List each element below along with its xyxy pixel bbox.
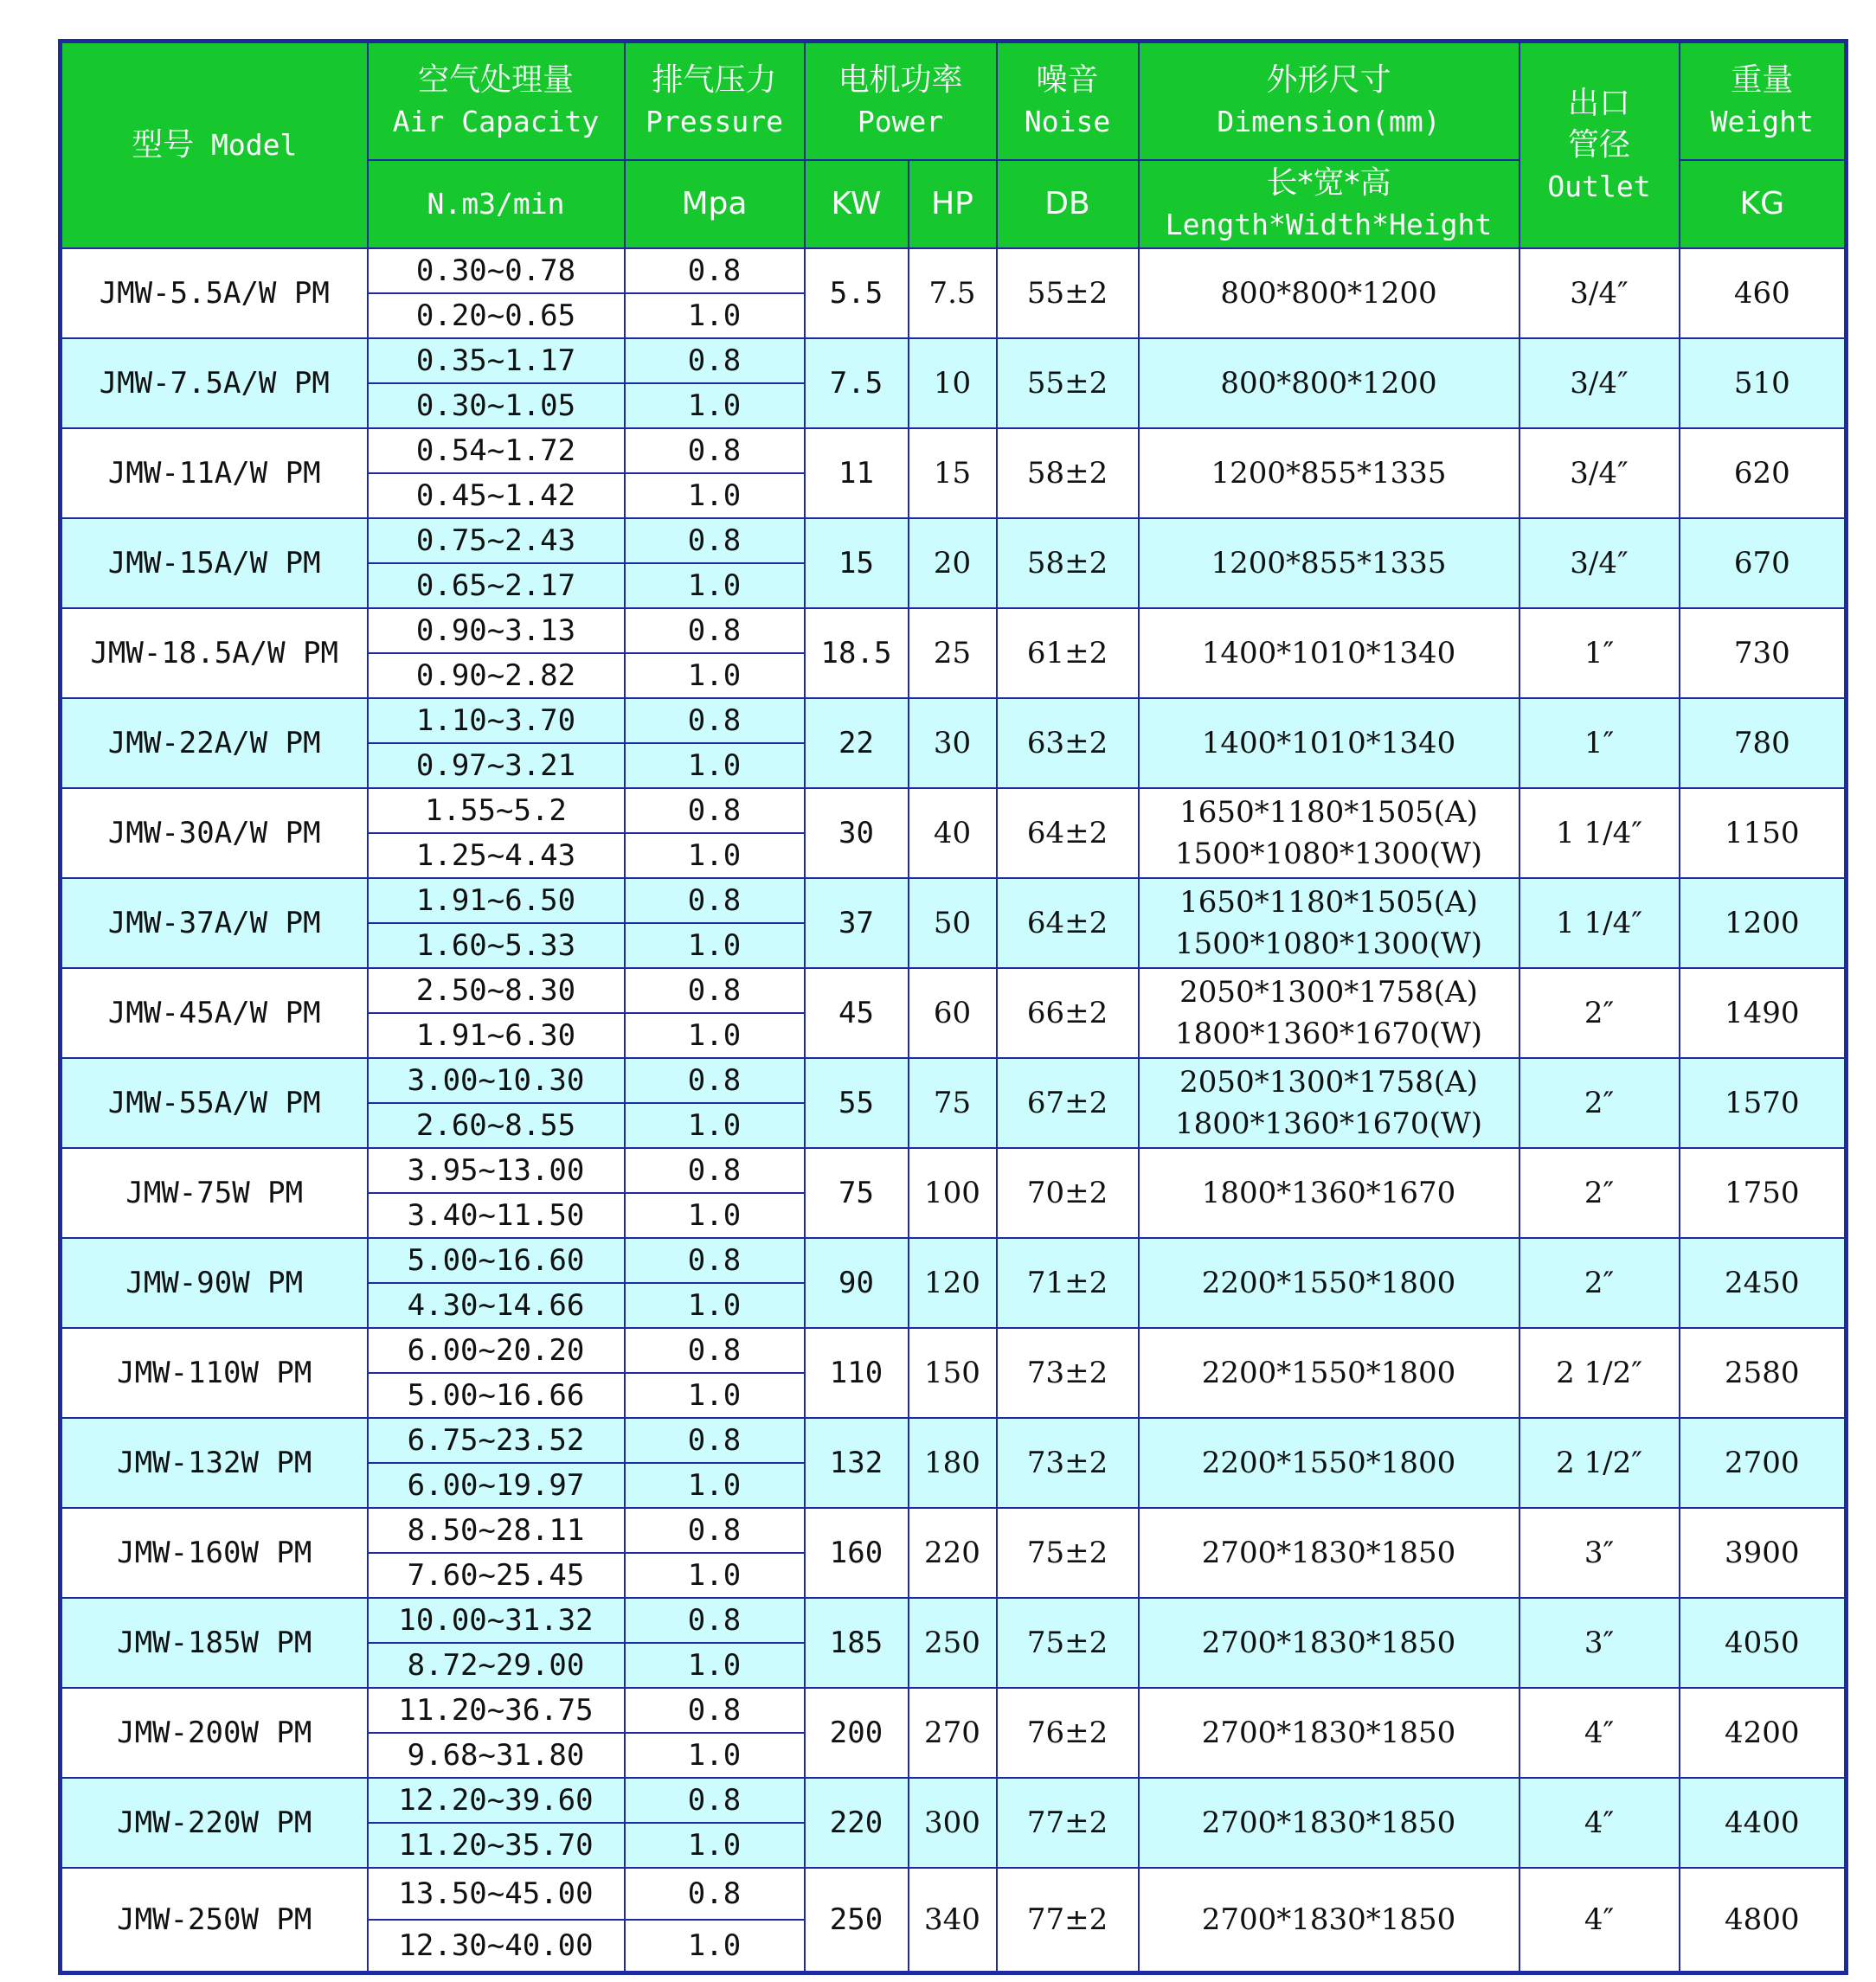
capacity-cell: 0.75~2.43 bbox=[368, 518, 625, 563]
weight-cell: 1570 bbox=[1680, 1058, 1847, 1148]
power-hp-cell: 10 bbox=[909, 338, 997, 428]
outlet-cell: 1″ bbox=[1519, 608, 1680, 698]
dimension-line: 2700*1830*1850 bbox=[1201, 1536, 1456, 1570]
table-row bbox=[61, 1598, 1847, 1643]
capacity-cell: 5.00~16.66 bbox=[368, 1373, 625, 1418]
outlet-cell: 3/4″ bbox=[1519, 518, 1680, 608]
outlet-cell: 2″ bbox=[1519, 1148, 1680, 1238]
dimension-cell bbox=[1139, 968, 1519, 1058]
dimension-cell bbox=[1139, 1058, 1519, 1148]
dimension-line: 2200*1550*1800 bbox=[1201, 1446, 1456, 1480]
power-hp-cell: 7.5 bbox=[909, 248, 997, 338]
noise-cell: 64±2 bbox=[997, 788, 1139, 878]
weight-cell: 2700 bbox=[1680, 1418, 1847, 1508]
dimension-line: 2200*1550*1800 bbox=[1201, 1266, 1456, 1300]
pressure-cell: 0.8 bbox=[625, 1688, 805, 1733]
capacity-cell: 1.60~5.33 bbox=[368, 923, 625, 968]
noise-cell: 61±2 bbox=[997, 608, 1139, 698]
power-kw-cell: 110 bbox=[805, 1328, 909, 1418]
outlet-cell: 4″ bbox=[1519, 1778, 1680, 1868]
capacity-cell: 3.40~11.50 bbox=[368, 1193, 625, 1238]
header-dimension: 外形尺寸 Dimension(mm) bbox=[1139, 42, 1519, 161]
power-kw-cell: 90 bbox=[805, 1238, 909, 1328]
model-cell: JMW-7.5A/W PM bbox=[61, 338, 368, 428]
outlet-cell: 2 1/2″ bbox=[1519, 1418, 1680, 1508]
weight-cell: 4050 bbox=[1680, 1598, 1847, 1688]
table-row bbox=[61, 1508, 1847, 1553]
capacity-cell: 0.65~2.17 bbox=[368, 563, 625, 608]
weight-cell: 1200 bbox=[1680, 878, 1847, 968]
pressure-cell: 1.0 bbox=[625, 293, 805, 338]
header-noise-unit: DB bbox=[997, 160, 1139, 248]
power-hp-cell: 15 bbox=[909, 428, 997, 518]
power-kw-cell: 7.5 bbox=[805, 338, 909, 428]
table-row bbox=[61, 428, 1847, 473]
pressure-cell: 1.0 bbox=[625, 923, 805, 968]
weight-cell: 460 bbox=[1680, 248, 1847, 338]
header-dimension-sub: 长*宽*高 Length*Width*Height bbox=[1139, 160, 1519, 248]
capacity-cell: 2.60~8.55 bbox=[368, 1103, 625, 1148]
header-pressure: 排气压力 Pressure bbox=[625, 42, 805, 161]
power-hp-cell: 180 bbox=[909, 1418, 997, 1508]
power-hp-cell: 250 bbox=[909, 1598, 997, 1688]
weight-cell: 2450 bbox=[1680, 1238, 1847, 1328]
dimension-cell bbox=[1139, 878, 1519, 968]
model-cell: JMW-250W PM bbox=[61, 1868, 368, 1973]
power-kw-cell: 75 bbox=[805, 1148, 909, 1238]
capacity-cell: 3.00~10.30 bbox=[368, 1058, 625, 1103]
header-power-hp: HP bbox=[909, 160, 997, 248]
pressure-cell: 0.8 bbox=[625, 1508, 805, 1553]
dimension-cell bbox=[1139, 1778, 1519, 1868]
capacity-cell: 0.97~3.21 bbox=[368, 743, 625, 788]
table-row bbox=[61, 1688, 1847, 1733]
capacity-cell: 0.45~1.42 bbox=[368, 473, 625, 518]
weight-cell: 1490 bbox=[1680, 968, 1847, 1058]
outlet-cell: 2″ bbox=[1519, 1238, 1680, 1328]
header-weight: 重量 Weight bbox=[1680, 42, 1847, 161]
spec-table bbox=[58, 39, 1848, 1975]
dimension-line: 1200*855*1335 bbox=[1211, 546, 1447, 580]
pressure-cell: 1.0 bbox=[625, 1733, 805, 1778]
capacity-cell: 5.00~16.60 bbox=[368, 1238, 625, 1283]
table-row bbox=[61, 608, 1847, 653]
dimension-cell bbox=[1139, 1688, 1519, 1778]
model-cell: JMW-75W PM bbox=[61, 1148, 368, 1238]
noise-cell: 63±2 bbox=[997, 698, 1139, 788]
pressure-cell: 0.8 bbox=[625, 1418, 805, 1463]
noise-cell: 73±2 bbox=[997, 1418, 1139, 1508]
capacity-cell: 0.90~2.82 bbox=[368, 653, 625, 698]
noise-cell: 71±2 bbox=[997, 1238, 1139, 1328]
model-cell: JMW-18.5A/W PM bbox=[61, 608, 368, 698]
capacity-cell: 0.30~1.05 bbox=[368, 383, 625, 428]
capacity-cell: 6.00~20.20 bbox=[368, 1328, 625, 1373]
pressure-cell: 1.0 bbox=[625, 1643, 805, 1688]
capacity-cell: 9.68~31.80 bbox=[368, 1733, 625, 1778]
power-kw-cell: 45 bbox=[805, 968, 909, 1058]
pressure-cell: 1.0 bbox=[625, 833, 805, 878]
header-pressure-unit: Mpa bbox=[625, 160, 805, 248]
dimension-line: 1500*1080*1300(W) bbox=[1174, 927, 1483, 961]
dimension-line: 2700*1830*1850 bbox=[1201, 1806, 1456, 1840]
noise-cell: 55±2 bbox=[997, 248, 1139, 338]
table-row bbox=[61, 968, 1847, 1013]
power-kw-cell: 160 bbox=[805, 1508, 909, 1598]
noise-cell: 64±2 bbox=[997, 878, 1139, 968]
dimension-line: 1650*1180*1505(A) bbox=[1179, 885, 1478, 920]
power-hp-cell: 25 bbox=[909, 608, 997, 698]
weight-cell: 510 bbox=[1680, 338, 1847, 428]
model-cell: JMW-30A/W PM bbox=[61, 788, 368, 878]
table-row bbox=[61, 518, 1847, 563]
dimension-line: 1500*1080*1300(W) bbox=[1174, 837, 1483, 871]
pressure-cell: 0.8 bbox=[625, 968, 805, 1013]
capacity-cell: 0.90~3.13 bbox=[368, 608, 625, 653]
power-hp-cell: 60 bbox=[909, 968, 997, 1058]
power-kw-cell: 11 bbox=[805, 428, 909, 518]
outlet-cell: 1 1/4″ bbox=[1519, 788, 1680, 878]
pressure-cell: 1.0 bbox=[625, 743, 805, 788]
table-row bbox=[61, 1058, 1847, 1103]
weight-cell: 4400 bbox=[1680, 1778, 1847, 1868]
header-power-kw: KW bbox=[805, 160, 909, 248]
dimension-line: 800*800*1200 bbox=[1220, 366, 1437, 401]
capacity-cell: 8.50~28.11 bbox=[368, 1508, 625, 1553]
dimension-cell bbox=[1139, 1598, 1519, 1688]
table-row bbox=[61, 248, 1847, 293]
pressure-cell: 1.0 bbox=[625, 383, 805, 428]
noise-cell: 58±2 bbox=[997, 428, 1139, 518]
dimension-cell bbox=[1139, 1508, 1519, 1598]
model-cell: JMW-55A/W PM bbox=[61, 1058, 368, 1148]
pressure-cell: 1.0 bbox=[625, 1103, 805, 1148]
power-hp-cell: 20 bbox=[909, 518, 997, 608]
noise-cell: 66±2 bbox=[997, 968, 1139, 1058]
capacity-cell: 13.50~45.00 bbox=[368, 1868, 625, 1920]
outlet-cell: 1 1/4″ bbox=[1519, 878, 1680, 968]
dimension-line: 2200*1550*1800 bbox=[1201, 1356, 1456, 1390]
power-kw-cell: 250 bbox=[805, 1868, 909, 1973]
dimension-line: 1400*1010*1340 bbox=[1201, 636, 1456, 670]
pressure-cell: 0.8 bbox=[625, 1148, 805, 1193]
outlet-cell: 4″ bbox=[1519, 1868, 1680, 1973]
pressure-cell: 1.0 bbox=[625, 1920, 805, 1973]
dimension-cell bbox=[1139, 518, 1519, 608]
model-cell: JMW-5.5A/W PM bbox=[61, 248, 368, 338]
pressure-cell: 1.0 bbox=[625, 1463, 805, 1508]
table-row bbox=[61, 1148, 1847, 1193]
dimension-cell bbox=[1139, 428, 1519, 518]
pressure-cell: 1.0 bbox=[625, 1553, 805, 1598]
noise-cell: 73±2 bbox=[997, 1328, 1139, 1418]
dimension-line: 2700*1830*1850 bbox=[1201, 1626, 1456, 1660]
power-kw-cell: 18.5 bbox=[805, 608, 909, 698]
weight-cell: 4800 bbox=[1680, 1868, 1847, 1973]
dimension-line: 2050*1300*1758(A) bbox=[1179, 975, 1478, 1010]
dimension-cell bbox=[1139, 338, 1519, 428]
dimension-line: 800*800*1200 bbox=[1220, 276, 1437, 311]
model-cell: JMW-185W PM bbox=[61, 1598, 368, 1688]
model-cell: JMW-45A/W PM bbox=[61, 968, 368, 1058]
capacity-cell: 1.10~3.70 bbox=[368, 698, 625, 743]
capacity-cell: 1.91~6.50 bbox=[368, 878, 625, 923]
dimension-cell bbox=[1139, 698, 1519, 788]
dimension-cell bbox=[1139, 1868, 1519, 1973]
dimension-line: 1800*1360*1670 bbox=[1201, 1176, 1456, 1210]
header-power: 电机功率 Power bbox=[805, 42, 997, 161]
capacity-cell: 1.55~5.2 bbox=[368, 788, 625, 833]
capacity-cell: 6.00~19.97 bbox=[368, 1463, 625, 1508]
table-body bbox=[61, 248, 1847, 1973]
pressure-cell: 0.8 bbox=[625, 428, 805, 473]
header-noise: 噪音 Noise bbox=[997, 42, 1139, 161]
dimension-line: 1650*1180*1505(A) bbox=[1179, 795, 1478, 830]
pressure-cell: 0.8 bbox=[625, 698, 805, 743]
power-kw-cell: 200 bbox=[805, 1688, 909, 1778]
noise-cell: 75±2 bbox=[997, 1508, 1139, 1598]
table-row bbox=[61, 698, 1847, 743]
power-hp-cell: 50 bbox=[909, 878, 997, 968]
power-kw-cell: 37 bbox=[805, 878, 909, 968]
weight-cell: 1150 bbox=[1680, 788, 1847, 878]
dimension-cell bbox=[1139, 1328, 1519, 1418]
pressure-cell: 1.0 bbox=[625, 653, 805, 698]
spec-table-container bbox=[58, 39, 1844, 1975]
capacity-cell: 2.50~8.30 bbox=[368, 968, 625, 1013]
pressure-cell: 0.8 bbox=[625, 1328, 805, 1373]
header-capacity: 空气处理量 Air Capacity bbox=[368, 42, 625, 161]
pressure-cell: 0.8 bbox=[625, 1058, 805, 1103]
pressure-cell: 0.8 bbox=[625, 1238, 805, 1283]
model-cell: JMW-160W PM bbox=[61, 1508, 368, 1598]
power-hp-cell: 220 bbox=[909, 1508, 997, 1598]
dimension-line: 1400*1010*1340 bbox=[1201, 726, 1456, 760]
header-outlet: 出口 管径 Outlet bbox=[1519, 42, 1680, 249]
table-header bbox=[61, 42, 1847, 249]
dimension-cell bbox=[1139, 788, 1519, 878]
table-row bbox=[61, 1328, 1847, 1373]
power-kw-cell: 30 bbox=[805, 788, 909, 878]
dimension-cell bbox=[1139, 608, 1519, 698]
power-hp-cell: 120 bbox=[909, 1238, 997, 1328]
weight-cell: 2580 bbox=[1680, 1328, 1847, 1418]
capacity-cell: 11.20~35.70 bbox=[368, 1823, 625, 1868]
dimension-line: 2700*1830*1850 bbox=[1201, 1902, 1456, 1937]
power-hp-cell: 340 bbox=[909, 1868, 997, 1973]
power-hp-cell: 300 bbox=[909, 1778, 997, 1868]
model-cell: JMW-132W PM bbox=[61, 1418, 368, 1508]
outlet-cell: 3″ bbox=[1519, 1508, 1680, 1598]
power-kw-cell: 132 bbox=[805, 1418, 909, 1508]
capacity-cell: 1.25~4.43 bbox=[368, 833, 625, 878]
outlet-cell: 2 1/2″ bbox=[1519, 1328, 1680, 1418]
outlet-cell: 2″ bbox=[1519, 968, 1680, 1058]
outlet-cell: 2″ bbox=[1519, 1058, 1680, 1148]
pressure-cell: 0.8 bbox=[625, 608, 805, 653]
model-cell: JMW-200W PM bbox=[61, 1688, 368, 1778]
capacity-cell: 0.20~0.65 bbox=[368, 293, 625, 338]
pressure-cell: 0.8 bbox=[625, 338, 805, 383]
pressure-cell: 0.8 bbox=[625, 1868, 805, 1920]
noise-cell: 55±2 bbox=[997, 338, 1139, 428]
weight-cell: 670 bbox=[1680, 518, 1847, 608]
power-kw-cell: 22 bbox=[805, 698, 909, 788]
header-model: 型号 Model bbox=[61, 42, 368, 249]
capacity-cell: 3.95~13.00 bbox=[368, 1148, 625, 1193]
noise-cell: 58±2 bbox=[997, 518, 1139, 608]
model-cell: JMW-90W PM bbox=[61, 1238, 368, 1328]
dimension-cell bbox=[1139, 1418, 1519, 1508]
pressure-cell: 0.8 bbox=[625, 878, 805, 923]
model-cell: JMW-15A/W PM bbox=[61, 518, 368, 608]
header-weight-unit: KG bbox=[1680, 160, 1847, 248]
table-row bbox=[61, 338, 1847, 383]
outlet-cell: 3/4″ bbox=[1519, 248, 1680, 338]
pressure-cell: 0.8 bbox=[625, 788, 805, 833]
pressure-cell: 0.8 bbox=[625, 248, 805, 293]
outlet-cell: 1″ bbox=[1519, 698, 1680, 788]
dimension-cell bbox=[1139, 248, 1519, 338]
capacity-cell: 4.30~14.66 bbox=[368, 1283, 625, 1328]
outlet-cell: 4″ bbox=[1519, 1688, 1680, 1778]
model-cell: JMW-110W PM bbox=[61, 1328, 368, 1418]
dimension-line: 1800*1360*1670(W) bbox=[1174, 1017, 1483, 1051]
table-row bbox=[61, 1868, 1847, 1920]
noise-cell: 67±2 bbox=[997, 1058, 1139, 1148]
power-kw-cell: 5.5 bbox=[805, 248, 909, 338]
model-cell: JMW-37A/W PM bbox=[61, 878, 368, 968]
outlet-cell: 3″ bbox=[1519, 1598, 1680, 1688]
model-cell: JMW-11A/W PM bbox=[61, 428, 368, 518]
weight-cell: 620 bbox=[1680, 428, 1847, 518]
dimension-line: 1800*1360*1670(W) bbox=[1174, 1106, 1483, 1141]
capacity-cell: 0.54~1.72 bbox=[368, 428, 625, 473]
pressure-cell: 1.0 bbox=[625, 1013, 805, 1058]
capacity-cell: 6.75~23.52 bbox=[368, 1418, 625, 1463]
weight-cell: 1750 bbox=[1680, 1148, 1847, 1238]
table-row bbox=[61, 788, 1847, 833]
model-cell: JMW-22A/W PM bbox=[61, 698, 368, 788]
header-capacity-unit: N.m3/min bbox=[368, 160, 625, 248]
pressure-cell: 1.0 bbox=[625, 563, 805, 608]
power-kw-cell: 15 bbox=[805, 518, 909, 608]
pressure-cell: 0.8 bbox=[625, 1778, 805, 1823]
dimension-line: 1200*855*1335 bbox=[1211, 456, 1447, 491]
noise-cell: 70±2 bbox=[997, 1148, 1139, 1238]
dimension-line: 2700*1830*1850 bbox=[1201, 1716, 1456, 1750]
power-hp-cell: 75 bbox=[909, 1058, 997, 1148]
pressure-cell: 0.8 bbox=[625, 518, 805, 563]
capacity-cell: 11.20~36.75 bbox=[368, 1688, 625, 1733]
noise-cell: 75±2 bbox=[997, 1598, 1139, 1688]
table-row bbox=[61, 1418, 1847, 1463]
power-hp-cell: 150 bbox=[909, 1328, 997, 1418]
pressure-cell: 1.0 bbox=[625, 1283, 805, 1328]
power-hp-cell: 270 bbox=[909, 1688, 997, 1778]
weight-cell: 780 bbox=[1680, 698, 1847, 788]
model-cell: JMW-220W PM bbox=[61, 1778, 368, 1868]
noise-cell: 77±2 bbox=[997, 1868, 1139, 1973]
power-hp-cell: 100 bbox=[909, 1148, 997, 1238]
dimension-cell bbox=[1139, 1148, 1519, 1238]
pressure-cell: 1.0 bbox=[625, 473, 805, 518]
pressure-cell: 0.8 bbox=[625, 1598, 805, 1643]
power-kw-cell: 220 bbox=[805, 1778, 909, 1868]
weight-cell: 730 bbox=[1680, 608, 1847, 698]
capacity-cell: 10.00~31.32 bbox=[368, 1598, 625, 1643]
noise-cell: 77±2 bbox=[997, 1778, 1139, 1868]
table-row bbox=[61, 1778, 1847, 1823]
pressure-cell: 1.0 bbox=[625, 1373, 805, 1418]
capacity-cell: 12.20~39.60 bbox=[368, 1778, 625, 1823]
pressure-cell: 1.0 bbox=[625, 1193, 805, 1238]
capacity-cell: 0.35~1.17 bbox=[368, 338, 625, 383]
noise-cell: 76±2 bbox=[997, 1688, 1139, 1778]
table-row bbox=[61, 1238, 1847, 1283]
capacity-cell: 1.91~6.30 bbox=[368, 1013, 625, 1058]
dimension-cell bbox=[1139, 1238, 1519, 1328]
power-kw-cell: 185 bbox=[805, 1598, 909, 1688]
pressure-cell: 1.0 bbox=[625, 1823, 805, 1868]
capacity-cell: 12.30~40.00 bbox=[368, 1920, 625, 1973]
outlet-cell: 3/4″ bbox=[1519, 338, 1680, 428]
power-kw-cell: 55 bbox=[805, 1058, 909, 1148]
weight-cell: 3900 bbox=[1680, 1508, 1847, 1598]
capacity-cell: 8.72~29.00 bbox=[368, 1643, 625, 1688]
dimension-line: 2050*1300*1758(A) bbox=[1179, 1065, 1478, 1100]
capacity-cell: 0.30~0.78 bbox=[368, 248, 625, 293]
table-row bbox=[61, 878, 1847, 923]
power-hp-cell: 40 bbox=[909, 788, 997, 878]
power-hp-cell: 30 bbox=[909, 698, 997, 788]
capacity-cell: 7.60~25.45 bbox=[368, 1553, 625, 1598]
outlet-cell: 3/4″ bbox=[1519, 428, 1680, 518]
weight-cell: 4200 bbox=[1680, 1688, 1847, 1778]
